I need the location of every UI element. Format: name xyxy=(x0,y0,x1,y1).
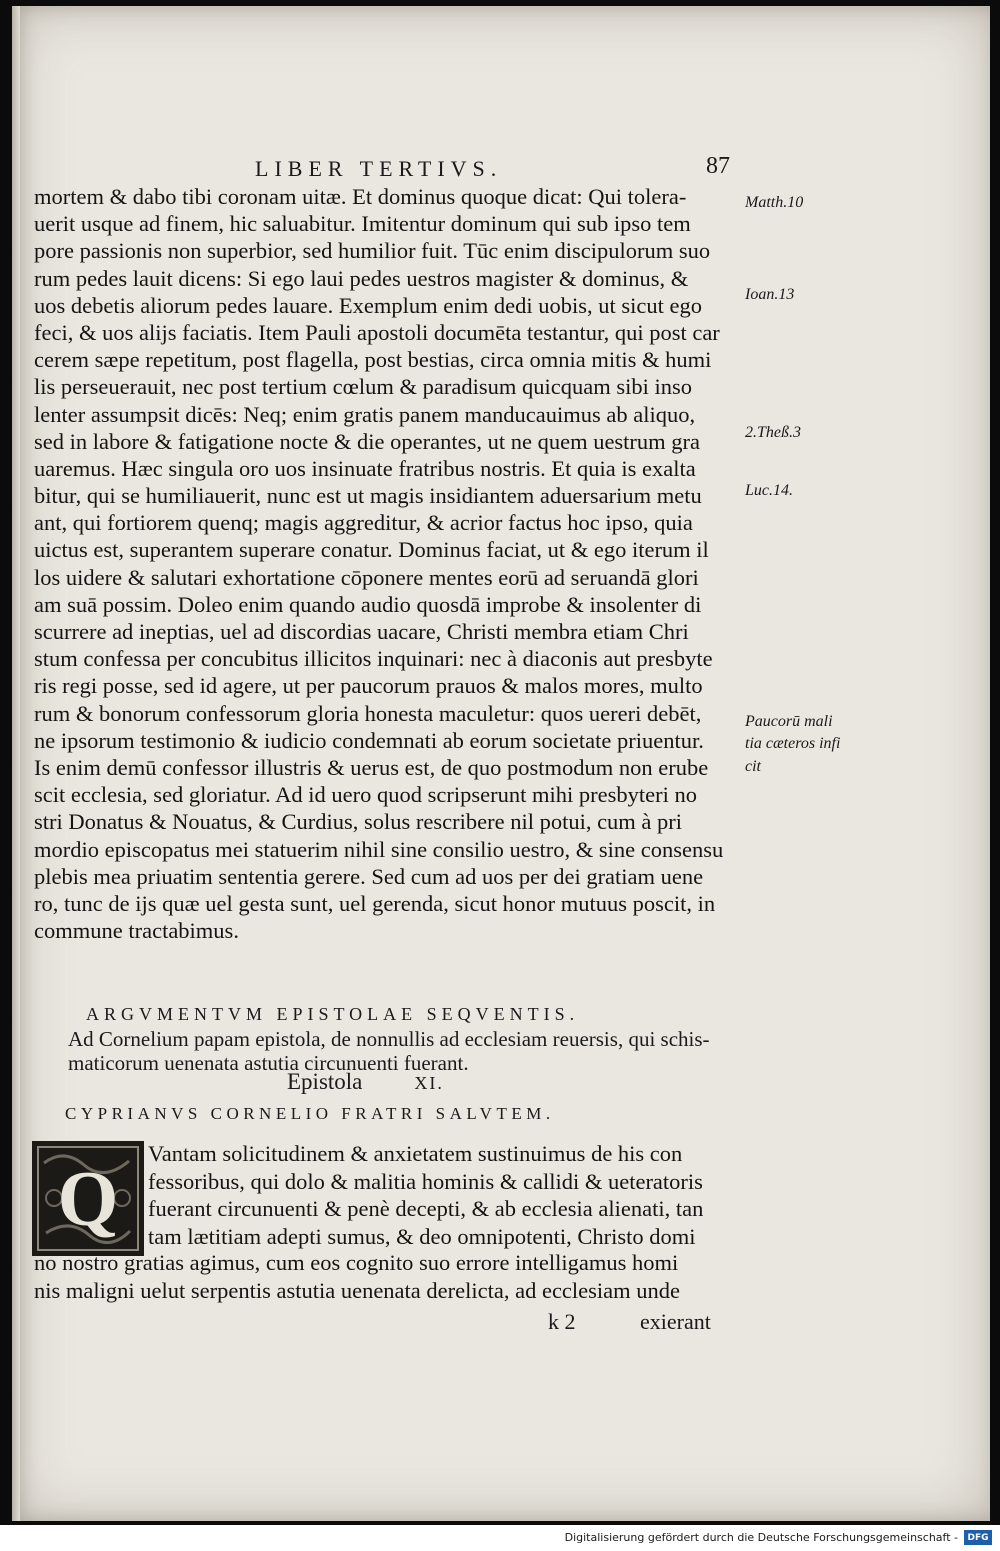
margin-note: Luc.14. xyxy=(745,482,793,499)
argument-line: maticorum uenenata astutia circunuenti fuerant. xyxy=(68,1051,469,1075)
text-line: fessoribus, qui dolo & malitia hominis & callidi & ueteratoris xyxy=(148,1168,703,1194)
text-line: lis perseuerauit, nec post tertium cœlum & paradisum quicquam sibi inso xyxy=(34,374,692,400)
dfg-logo: DFG xyxy=(964,1530,992,1545)
margin-note: cit xyxy=(745,758,761,775)
margin-note: Matth.10 xyxy=(745,194,804,211)
epistle-label: Epistola xyxy=(287,1069,363,1094)
argument-text xyxy=(68,1027,748,1075)
text-line: no nostro gratias agimus, cum eos cognito suo errore intelligamus homi xyxy=(34,1250,679,1275)
epistle-text-beside-initial xyxy=(148,1140,738,1250)
text-line: los uidere & salutari exhortatione cōponere mentes eorū ad seruandā glori xyxy=(34,564,699,590)
signature-mark: k 2 xyxy=(548,1309,576,1334)
text-line: fuerant circunuenti & penè decepti, & ab ecclesia alienati, tan xyxy=(148,1196,704,1221)
text-line: sed in labore & fatigatione nocte & die operantes, ut ne quem uestrum gra xyxy=(34,428,701,454)
main-text-block xyxy=(34,183,734,944)
text-line: rum & bonorum confessorum gloria honesta maculetur: quos uereri debēt, xyxy=(34,700,702,726)
running-head: LIBER TERTIVS. xyxy=(255,156,503,181)
text-line: stum confessa per concubitus illicitos inquinari: nec à diaconis aut presbyte xyxy=(34,646,713,672)
text-line: stri Donatus & Nouatus, & Curdius, solus rescribere nil potui, cum à pri xyxy=(34,809,683,835)
text-line: ant, qui fortiorem quenq; magis aggreditur, & acrior factus hoc ipso, quia xyxy=(34,510,693,536)
text-line: am suā possim. Doleo enim quando audio quosdā improbe & insolenter di xyxy=(34,591,702,617)
text-line: ro, tunc de ijs quæ uel gesta sunt, uel gerenda, sicut honor mutuus poscit, in xyxy=(34,890,716,916)
page-number: 87 xyxy=(706,153,730,179)
footer-credit: Digitalisierung gefördert durch die Deutsche Forschungsgemeinschaft - xyxy=(564,1531,958,1544)
catchword: exierant xyxy=(640,1309,711,1334)
text-line: bitur, qui se humiliauerit, nunc est ut magis insidiantem aduersarium metu xyxy=(34,483,702,509)
epistle-number: XI. xyxy=(414,1073,444,1093)
text-line: Is enim demū confessor illustris & uerus est, de quo postmodum non erube xyxy=(34,754,709,780)
argument-heading: ARGVMENTVM EPISTOLAE SEQVENTIS. xyxy=(86,1004,580,1024)
text-line: nis maligni uelut serpentis astutia uenenata derelicta, ad ecclesiam unde xyxy=(34,1277,681,1303)
decorated-initial xyxy=(32,1141,144,1256)
epistle-text xyxy=(34,1249,734,1304)
text-line: scurrere ad ineptias, uel ad discordias uacare, Christi membra etiam Chri xyxy=(34,619,689,644)
text-line: uerit usque ad finem, hic saluabitur. Imitentur dominum qui sub ipso tem xyxy=(34,211,691,237)
epistle-title xyxy=(287,1069,587,1095)
text-line: tam lætitiam adepti sumus, & deo omnipotenti, Christo domi xyxy=(148,1223,696,1249)
text-line: uos debetis aliorum pedes lauare. Exemplum enim dedi uobis, ut sicut ego xyxy=(34,292,702,318)
margin-note: 2.Theß.3 xyxy=(745,424,801,441)
text-line: Vantam solicitudinem & anxietatem sustinuimus de his con xyxy=(148,1141,683,1166)
text-line: mordio episcopatus mei statuerim nihil sine consilio uestro, & sine consensu xyxy=(34,836,724,862)
text-line: feci, & uos alijs faciatis. Item Pauli apostoli documēta testantur, qui post car xyxy=(34,319,720,345)
text-line: lenter assumpsit dicēs: Neq; enim gratis panem manducauimus ab aliquo, xyxy=(34,401,696,427)
text-line: mortem & dabo tibi coronam uitæ. Et dominus quoque dicat: Qui tolera- xyxy=(34,184,687,209)
text-line: ne ipsorum testimonio & iudicio condemnati ab eorum societate priuentur. xyxy=(34,727,704,753)
margin-note: tia cæteros infi xyxy=(745,735,841,752)
page-gutter xyxy=(12,6,20,1521)
text-line: ris regi posse, sed id agere, ut per paucorum prauos & malos mores, multo xyxy=(34,673,703,699)
text-line: uictus est, superantem superare conatur. Dominus faciat, ut & ego iterum il xyxy=(34,537,709,563)
argument-line: Ad Cornelium papam epistola, de nonnullis ad ecclesiam reuersis, qui schis- xyxy=(68,1027,710,1051)
text-line: rum pedes lauit dicens: Si ego laui pedes uestros magister & dominus, & xyxy=(34,265,689,291)
text-line: scit ecclesia, sed gloriatur. Ad id uero quod scripserunt mihi presbyteri no xyxy=(34,782,697,808)
margin-note: Paucorū mali xyxy=(745,713,833,730)
text-line: plebis mea priuatim sententia gerere. Sed cum ad uos per dei gratiam uene xyxy=(34,863,704,889)
salutation: CYPRIANVS CORNELIO FRATRI SALVTEM. xyxy=(65,1104,555,1123)
text-line: uaremus. Hæc singula oro uos insinuate fratribus nostris. Et quia is exalta xyxy=(34,455,696,481)
text-line: pore passionis non superbior, sed humilior fuit. Tūc enim discipulorum suo xyxy=(34,238,711,264)
text-line: cerem sæpe repetitum, post flagella, post bestias, circa omnia mitis & humi xyxy=(34,347,712,373)
footer-bar xyxy=(0,1525,1000,1551)
margin-note: Ioan.13 xyxy=(745,286,795,303)
margin-notes xyxy=(734,0,841,1000)
text-line: commune tractabimus. xyxy=(34,918,239,944)
initial-letter: Q xyxy=(57,1154,119,1242)
